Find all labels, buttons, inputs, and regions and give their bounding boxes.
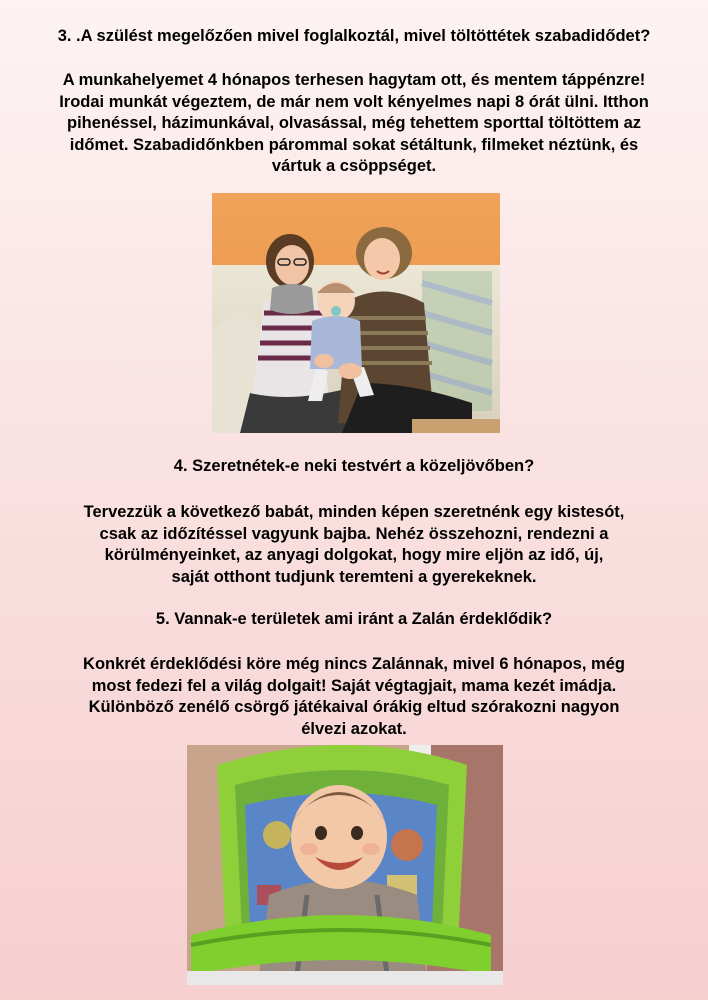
photo-mothers-with-baby-image [212,193,500,433]
question-4: 4. Szeretnétek-e neki testvért a közeljövőben? [173,457,535,475]
answer-3 [0,70,708,178]
answer-4 [0,502,708,588]
answer-3-line: pihenéssel, házimunkával, olvasással, még tehettem sporttal töltöttem az [66,114,641,132]
answer-5-line: most fedezi fel a világ dolgait! Saját végtagjait, mama kezét imádja. [91,676,617,695]
photo-baby-in-bouncer [187,745,503,985]
answer-5 [0,654,708,740]
answer-5-line: élvezi azokat. [301,719,407,738]
answer-4-line: körülményeinket, az anyagi dolgokat, hogy mire eljön az idő, új, [104,546,604,564]
photo-mothers-with-baby [212,193,500,433]
answer-3-line: időmet. Szabadidőnkben párommal sokat sétáltunk, filmeket néztünk, és [69,135,639,154]
photo-baby-in-bouncer-image [187,745,503,985]
answer-3-line: A munkahelyemet 4 hónapos terhesen hagytam ott, és mentem táppénzre! [62,71,646,89]
answer-3-line: Irodai munkát végeztem, de már nem volt kényelmes napi 8 órát ülni. Itthon [59,92,649,111]
answer-5-line: Konkrét érdeklődési köre még nincs Zalánnak, mivel 6 hónapos, még [83,655,625,673]
answer-4-line: csak az időzítéssel vagyunk bajba. Nehéz összehozni, rendezni a [99,524,609,543]
answer-3-line: vártuk a csöppséget. [271,157,437,175]
answer-4-line: saját otthont tudjunk teremteni a gyerekeknek. [171,567,537,586]
answer-5-line: Különböző zenélő csörgő játékaival órákig eltud szórakozni nagyon [88,698,620,716]
question-3: 3. .A szülést megelőzően mivel foglalkoztál, mivel töltöttétek szabadidődet? [57,27,651,45]
question-5: 5. Vannak-e területek ami iránt a Zalán érdeklődik? [155,610,553,628]
answer-4-line: Tervezzük a következő babát, minden képen szeretnénk egy kistesót, [83,503,625,521]
